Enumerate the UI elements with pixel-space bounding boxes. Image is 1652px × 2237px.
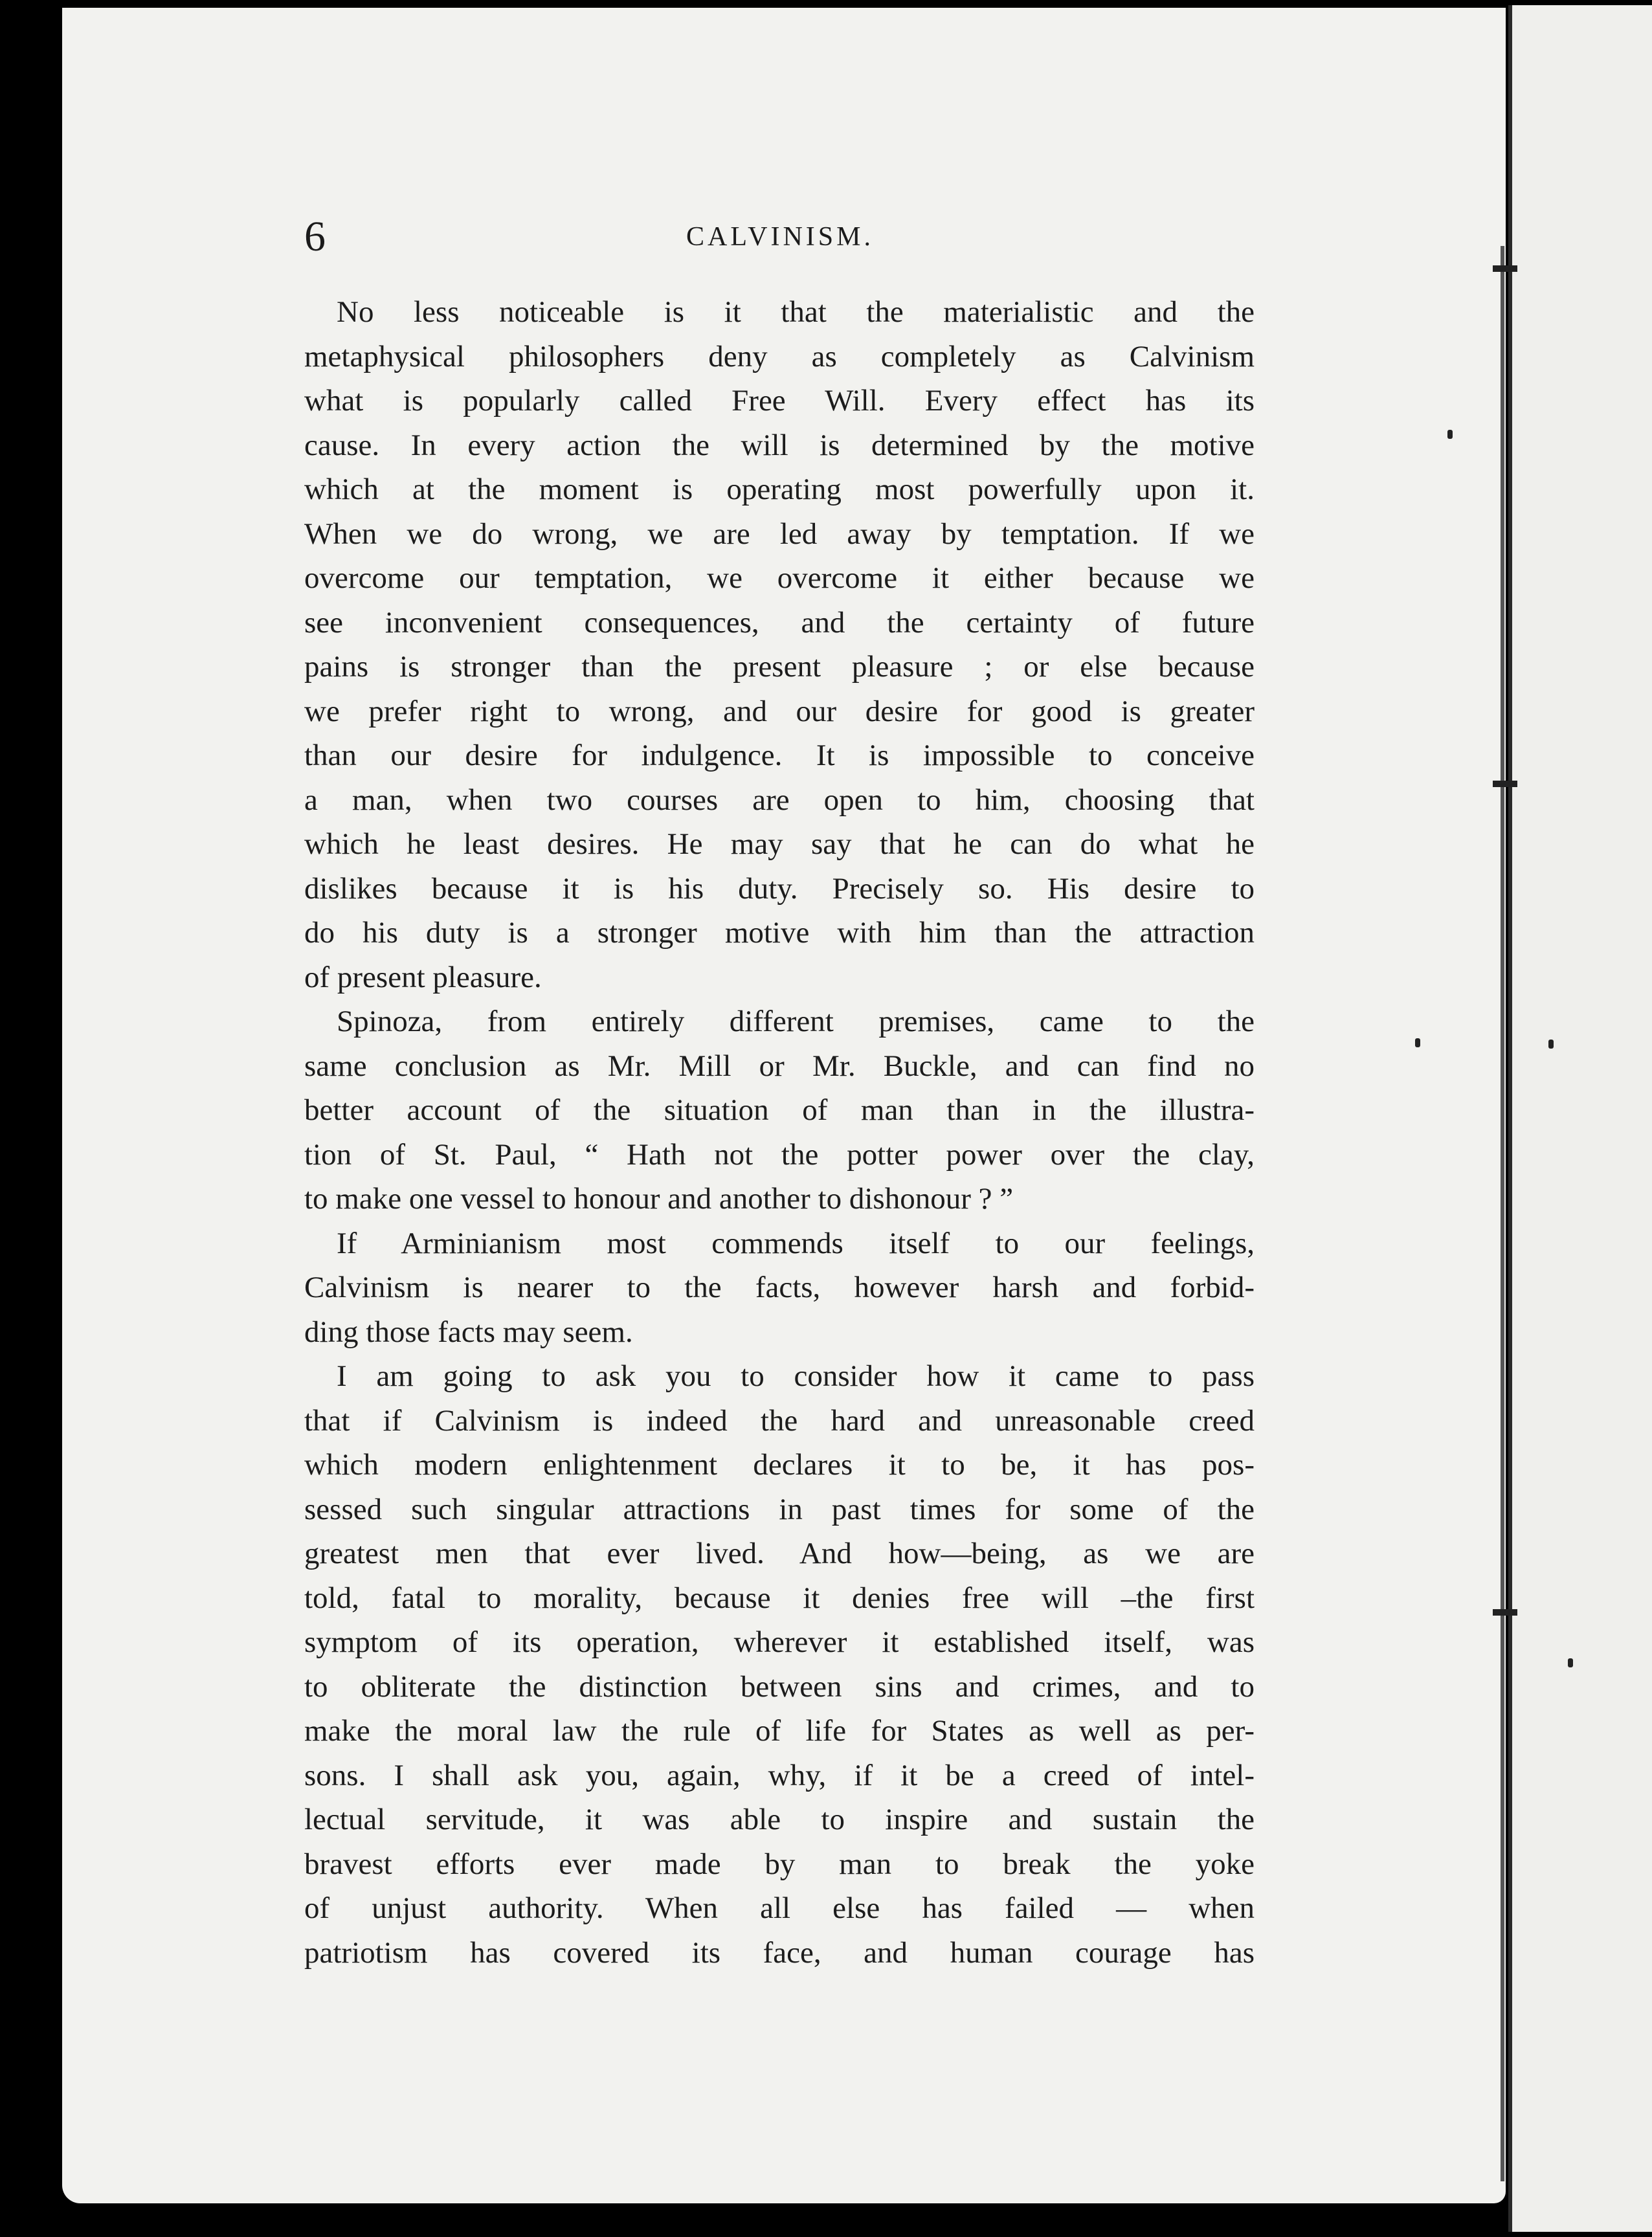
text-line: I am going to ask you to consider how it came to pass	[337, 1359, 1255, 1393]
text-line: bravest efforts ever made by man to break the yoke	[304, 1847, 1255, 1881]
scan-speck	[1548, 1040, 1554, 1049]
text-line: overcome our temptation, we overcome it either because we	[304, 561, 1255, 595]
text-line: of unjust authority. When all else has failed — when	[304, 1891, 1255, 1925]
text-line: which he least desires. He may say that he can do what he	[304, 827, 1255, 861]
text-line: what is popularly called Free Will. Every effect has its	[304, 384, 1255, 417]
binding-mark	[1493, 1609, 1517, 1616]
binding-mark	[1493, 265, 1517, 272]
text-line: pains is stronger than the present pleasure ; or else because	[304, 650, 1255, 684]
paragraph	[304, 290, 1255, 999]
text-line: of present pleasure.	[304, 960, 542, 994]
text-line: lectual servitude, it was able to inspire and sustain the	[304, 1803, 1255, 1836]
page-number: 6	[304, 213, 326, 260]
binding-mark	[1493, 781, 1517, 787]
text-line: sons. I shall ask you, again, why, if it be a creed of intel-	[304, 1758, 1255, 1792]
text-line: do his duty is a stronger motive with him than the attraction	[304, 916, 1255, 950]
text-line: better account of the situation of man than in the illustra-	[304, 1093, 1255, 1127]
text-line: to obliterate the distinction between sins and crimes, and to	[304, 1669, 1255, 1704]
text-line: symptom of its operation, wherever it established itself, was	[304, 1625, 1255, 1659]
text-line: If Arminianism most commends itself to our feelings,	[337, 1226, 1255, 1260]
text-line: that if Calvinism is indeed the hard and unreasonable creed	[304, 1403, 1255, 1438]
text-line: patriotism has covered its face, and human courage has	[304, 1935, 1255, 1970]
text-line: see inconvenient consequences, and the certainty of future	[304, 605, 1255, 640]
page-fold-line	[1501, 246, 1504, 2181]
facing-page-edge	[1508, 5, 1652, 2232]
text-line: No less noticeable is it that the materialistic and the	[337, 295, 1255, 329]
page-header	[304, 212, 1256, 264]
text-line: greatest men that ever lived. And how—being, as we are	[304, 1537, 1255, 1570]
text-line: to make one vessel to honour and another to dishonour ? ”	[304, 1182, 1014, 1216]
text-line: same conclusion as Mr. Mill or Mr. Buckle, and can find no	[304, 1049, 1255, 1083]
text-line: sessed such singular attractions in past times for some of the	[304, 1492, 1255, 1526]
text-line: cause. In every action the will is determined by the motive	[304, 428, 1255, 462]
text-line: Spinoza, from entirely different premises, came to the	[337, 1005, 1255, 1038]
paragraph	[304, 1354, 1255, 1975]
body-text	[304, 290, 1255, 1975]
text-line: told, fatal to morality, because it denies free will –the first	[304, 1581, 1255, 1615]
text-line: metaphysical philosophers deny as completely as Calvinism	[304, 339, 1255, 373]
text-line: a man, when two courses are open to him, choosing that	[304, 783, 1255, 817]
text-line: Calvinism is nearer to the facts, however harsh and forbid-	[304, 1271, 1255, 1304]
paragraph	[304, 999, 1255, 1221]
scan-speck	[1447, 430, 1453, 439]
scan-speck	[1415, 1038, 1420, 1047]
text-line: make the moral law the rule of life for States as well as per-	[304, 1714, 1255, 1748]
text-line: tion of St. Paul, “ Hath not the potter power over the clay,	[304, 1137, 1255, 1172]
text-line: ding those facts may seem.	[304, 1315, 633, 1349]
text-line: dislikes because it is his duty. Precisely so. His desire to	[304, 871, 1255, 906]
text-line: which at the moment is operating most powerfully upon it.	[304, 473, 1255, 506]
running-title: CALVINISM.	[686, 222, 874, 252]
text-line: which modern enlightenment declares it to be, it has pos-	[304, 1448, 1255, 1482]
scan-speck	[1568, 1658, 1573, 1667]
text-line: than our desire for indulgence. It is impossible to conceive	[304, 739, 1255, 772]
text-line: we prefer right to wrong, and our desire for good is greater	[304, 694, 1255, 728]
paragraph	[304, 1221, 1255, 1355]
text-line: When we do wrong, we are led away by temptation. If we	[304, 517, 1255, 551]
